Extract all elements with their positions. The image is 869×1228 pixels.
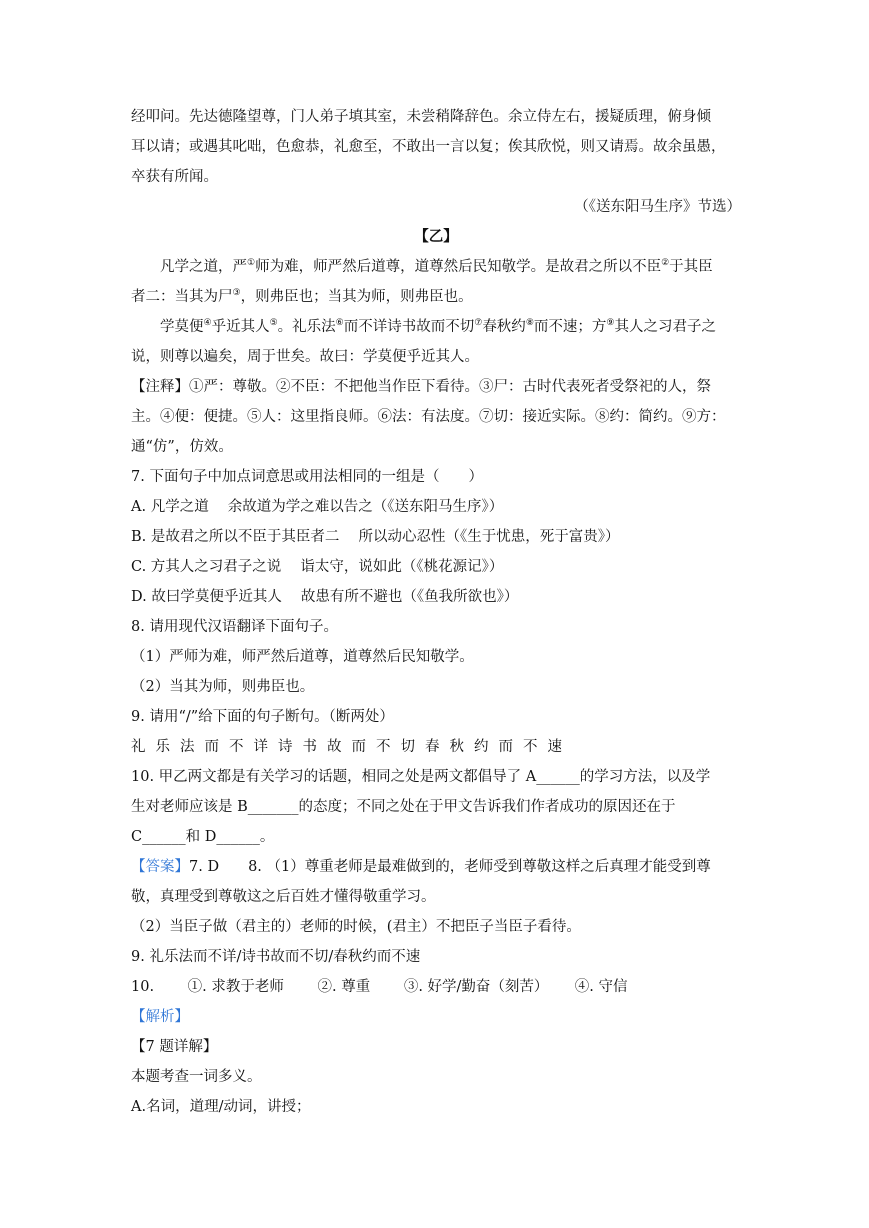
- q8-item-2: （2）当其为师，则弗臣也。: [131, 679, 315, 695]
- q8-stem: 8. 请用现代汉语翻译下面句子。: [131, 619, 338, 635]
- passage-yi-p2-line-1: 学莫便④乎近其人⑤。礼乐法⑥而不详诗书故而不切⑦春秋约⑧而不速；方⑨其人之习君子之: [160, 318, 716, 335]
- q9-stem: 9. 请用“/”给下面的句子断句。（断两处）: [131, 709, 394, 725]
- passage-yi-p1-line-2: 者二：当其为尸③，则弗臣也；当其为师，则弗臣也。: [131, 288, 473, 305]
- analysis-line-2: A.名词，道理/动词，讲授；: [131, 1099, 311, 1115]
- answer-line-4: 9. 礼乐法而不详/诗书故而不切/春秋约而不速: [131, 949, 421, 965]
- footnote-mark: ①: [247, 258, 256, 268]
- analysis-label: 【解析】: [131, 1009, 189, 1025]
- answer-line-1: 【答案】7. D 8. （1）尊重老师是最难做到的，老师受到尊敬这样之后真理才能受到尊: [131, 859, 711, 875]
- footnote-mark: ⑧: [525, 318, 534, 328]
- passage-jia-line-2: 耳以请；或遇其叱咄，色愈恭，礼愈至，不敢出一言以复；俟其欣悦，则又请焉。故余虽愚，: [131, 139, 726, 155]
- q10-line-1: 10. 甲乙两文都是有关学习的话题，相同之处是两文都倡导了 A______的学习方法，以及学: [131, 769, 711, 785]
- q10-line-3: C______和 D______。: [131, 829, 275, 845]
- passage-yi-p1-line-1: 凡学之道，严①师为难，师严然后道尊，道尊然后民知敬学。是故君之所以不臣②于其臣: [160, 258, 713, 275]
- footnote-mark: ⑨: [606, 318, 615, 328]
- q10-line-2: 生对老师应该是 B_______的态度；不同之处在于甲文告诉我们作者成功的原因还在于: [131, 799, 676, 815]
- source-jia: （《送东阳马生序》节选）: [574, 199, 741, 215]
- heading-yi: 【乙】: [414, 228, 458, 245]
- answer-line-2: 敬，真理受到尊敬这之后百姓才懂得敬重学习。: [131, 889, 436, 905]
- analysis-sub-heading: 【7 题详解】: [131, 1039, 218, 1055]
- q7-option-a: A. 凡学之道 余故道为学之难以告之（《送东阳马生序》）: [131, 499, 504, 515]
- answer-line-5: 10. ①. 求教于老师 ②. 尊重 ③. 好学/勤奋（刻苦） ④. 守信: [131, 979, 628, 995]
- passage-yi-p2-line-2: 说，则尊以遍矣，周于世矣。故曰：学莫便乎近其人。: [131, 349, 479, 365]
- answer-line-3: （2）当臣子做（君主的）老师的时候，(君主）不把臣子当臣子看待。: [131, 919, 581, 935]
- footnote-mark: ⑤: [269, 318, 278, 328]
- q9-sentence: 礼乐法而不详诗书故而不切春秋约而不速: [131, 739, 572, 755]
- q7-option-c: C. 方其人之习君子之说 诣太守，说如此（《桃花源记》）: [131, 559, 504, 575]
- notes-line-1: 【注释】①严：尊敬。②不臣：不把他当作臣下看待。③尸：古时代表死者受祭祀的人，祭: [131, 379, 711, 395]
- passage-jia-line-3: 卒获有所闻。: [131, 169, 218, 185]
- q7-option-d: D. 故曰学莫便乎近其人 故患有所不避也（《鱼我所欲也》）: [131, 589, 519, 605]
- notes-line-3: 通“仿”，仿效。: [131, 439, 233, 455]
- footnote-mark: ⑦: [474, 318, 483, 328]
- footnote-mark: ③: [232, 288, 241, 298]
- q7-option-b: B. 是故君之所以不臣于其臣者二 所以动心忍性（《生于忧患，死于富贵》）: [131, 529, 620, 545]
- q8-item-1: （1）严师为难，师严然后道尊，道尊然后民知敬学。: [131, 649, 474, 665]
- footnote-mark: ②: [661, 258, 670, 268]
- footnote-mark: ④: [203, 318, 212, 328]
- passage-jia-line-1: 经叩问。先达德隆望尊，门人弟子填其室，未尝稍降辞色。余立侍左右，援疑质理，俯身倾: [131, 109, 711, 125]
- analysis-line-1: 本题考查一词多义。: [131, 1069, 262, 1085]
- footnote-mark: ⑥: [335, 318, 344, 328]
- answer-label: 【答案】: [131, 859, 189, 875]
- q7-stem: 7. 下面句子中加点词意思或用法相同的一组是（ ）: [131, 469, 483, 485]
- notes-line-2: 主。④便：便捷。⑤人：这里指良师。⑥法：有法度。⑦切：接近实际。⑧约：简约。⑨方：: [131, 409, 726, 425]
